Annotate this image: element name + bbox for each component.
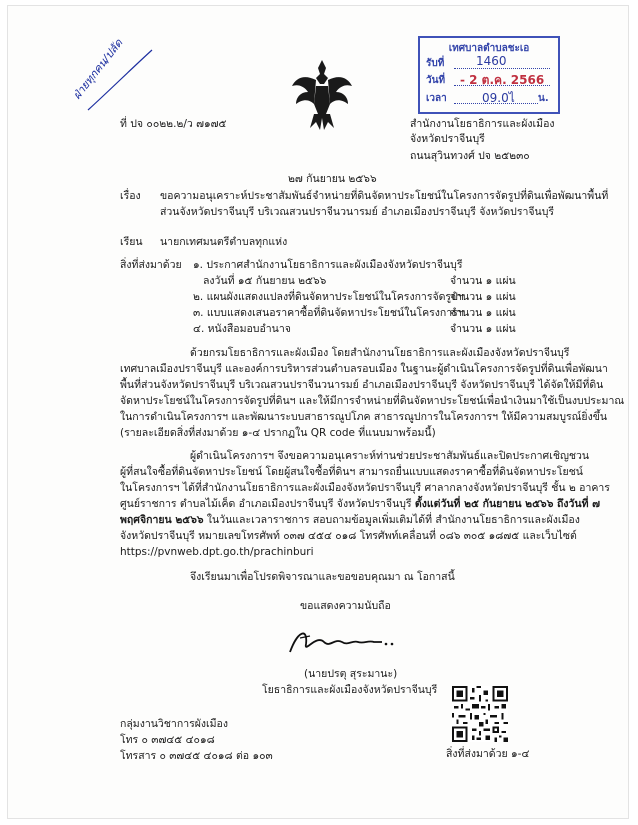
subject-label: เรื่อง [120, 190, 141, 202]
closing-sentence: จึงเรียนมาเพื่อโปรดพิจารณาและขอขอบคุณมา ณ โอกาสนี้ [190, 571, 455, 583]
stamp-time-suffix: น. [538, 93, 549, 104]
application-period-start: ตั้งแต่วันที่ ๒๕ กันยายน ๒๕๖๖ ถึงวันที่ ๗ [414, 498, 601, 510]
attachment-item-1-qty: จำนวน ๑ แผ่น [450, 275, 516, 287]
stamp-row-receive: รับที่ [426, 58, 445, 69]
sender-office: สำนักงานโยธาธิการและผังเมือง [410, 118, 555, 130]
attachment-item-2-qty: จำนวน ๑ แผ่น [450, 291, 516, 303]
paragraph-1-line: ในการดำเนินโครงการฯ และพัฒนาระบบสาธารณูปโภค สาธารณูปการในโครงการฯ ให้มีความสมบูรณ์ยิ่งขึ้น [120, 411, 608, 423]
sender-address: ถนนสุวินทวงศ์ ปจ ๒๕๒๓๐ [410, 150, 530, 162]
stamp-receive-number: 1460 [476, 54, 507, 68]
attachment-item-3: ๓. แบบแสดงเสนอราคาซื้อที่ดินจัดหาประโยชน์ในโครงการฯ [193, 307, 464, 319]
paragraph-2-line: ผู้ดำเนินโครงการฯ จึงขอความอนุเคราะห์ท่านช่วยประชาสัมพันธ์และปิดประกาศเชิญชวน [190, 450, 590, 462]
document-date: ๒๗ กันยายน ๒๕๖๖ [288, 173, 377, 185]
footer-department: กลุ่มงานวิชาการผังเมือง [120, 718, 228, 730]
attachment-item-4: ๔. หนังสือมอบอำนาจ [193, 323, 291, 335]
attachment-item-2: ๒. แผนผังแสดงแปลงที่ดินจัดหาประโยชน์ในโครงการจัดรูปฯ [193, 291, 464, 303]
paragraph-1-line: เทศบาลเมืองปราจีนบุรี และองค์การบริหารส่วนตำบลรอบเมือง ในฐานะผู้ดำเนินโครงการจัดรูปที่ดินเพื่อพัฒนา [120, 363, 608, 375]
attachment-item-3-qty: จำนวน ๑ แผ่น [450, 307, 516, 319]
attachments-label: สิ่งที่ส่งมาด้วย [120, 259, 182, 271]
subject-line-2: ส่วนจังหวัดปราจีนบุรี บริเวณสวนปราจีนวนารมย์ อำเภอเมืองปราจีนบุรี จังหวัดปราจีนบุรี [160, 206, 555, 218]
handwritten-underline [80, 40, 160, 120]
website-link[interactable]: https://pvnweb.dpt.go.th/prachinburi [120, 546, 314, 558]
paragraph-2-line: ผู้ที่สนใจซื้อที่ดินจัดหาประโยชน์ โดยผู้สนใจซื้อที่ดินฯ สามารถยื่นแบบแสดงราคาซื้อที่ดินจัดหาประโยชน์ [120, 466, 583, 478]
document-reference: ที่ ปจ ๐๐๒๒.๒/ว ๗๑๗๕ [120, 118, 227, 130]
signature [286, 624, 406, 660]
sender-province: จังหวัดปราจีนบุรี [410, 133, 485, 145]
stamp-row-date: วันที่ [426, 75, 446, 86]
garuda-emblem [290, 56, 354, 134]
stamp-time-value: 09.0ไ [482, 91, 515, 105]
paragraph-2-line: ศูนย์ราชการ ตำบลไม้เค็ด อำเภอเมืองปราจีนบุรี จังหวัดปราจีนบุรี ตั้งแต่วันที่ ๒๕ กันยายน ๒๕๖๖ ถึงวันที่ ๗ [120, 498, 601, 510]
footer-telephone: โทร ๐ ๓๗๔๕ ๔๐๑๘ [120, 734, 215, 746]
paragraph-2-line: ในโครงการฯ ได้ที่สำนักงานโยธาธิการและผังเมืองจังหวัดปราจีนบุรี ศาลากลางจังหวัดปราจีนบุรี ชั้น ๒ อาคาร [120, 482, 610, 494]
paragraph-1-line: ด้วยกรมโยธาธิการและผังเมือง โดยสำนักงานโยธาธิการและผังเมืองจังหวัดปราจีนบุรี [190, 347, 570, 359]
signer-position: โยธาธิการและผังเมืองจังหวัดปราจีนบุรี [262, 684, 438, 696]
application-period-end: พฤศจิกายน ๒๕๖๖ [120, 514, 204, 526]
signer-name: (นายปรตุ สุระมานะ) [304, 668, 398, 680]
subject-line-1: ขอความอนุเคราะห์ประชาสัมพันธ์จำหน่ายที่ดินจัดหาประโยชน์ในโครงการจัดรูปที่ดินเพื่อพัฒนาพื้นที่ [160, 190, 609, 202]
recipient-label: เรียน [120, 236, 143, 248]
receive-stamp [418, 36, 560, 114]
paragraph-2-line: จังหวัดปราจีนบุรี หมายเลขโทรศัพท์ ๐๓๗ ๔๕๔ ๐๑๘ โทรศัพท์เคลื่อนที่ ๐๘๖ ๓๐๕ ๑๘๗๕ และเว็บไซต์ [120, 530, 577, 542]
paragraph-1-line: พื้นที่ส่วนจังหวัดปราจีนบุรี บริเวณสวนปราจีนวนารมย์ อำเภอเมืองปราจีนบุรี จังหวัดปราจีนบุรี ได้จัดให้มีที่ดิน [120, 379, 604, 391]
attachment-item-4-qty: จำนวน ๑ แผ่น [450, 323, 516, 335]
handwritten-note: ฝ่ายทุกคน/ปลัด [70, 36, 126, 102]
recipient-value: นายกเทศมนตรีตำบลทุกแห่ง [160, 236, 288, 248]
attachment-item-1-date: ลงวันที่ ๑๕ กันยายน ๒๕๖๖ [203, 275, 327, 287]
qr-caption: สิ่งที่ส่งมาด้วย ๑-๔ [446, 748, 530, 760]
stamp-date-value: - 2 ต.ค. 2566 [460, 73, 545, 87]
qr-code[interactable] [452, 686, 508, 742]
stamp-title: เทศบาลตำบลชะเอ [448, 43, 530, 54]
stamp-row-time: เวลา [426, 93, 447, 104]
footer-fax: โทรสาร ๐ ๓๗๔๕ ๔๐๑๘ ต่อ ๑๐๓ [120, 750, 273, 762]
paragraph-2-line: พฤศจิกายน ๒๕๖๖ ในวันและเวลาราชการ สอบถามข้อมูลเพิ่มเติมได้ที่ สำนักงานโยธาธิการและผังเมือง [120, 514, 580, 526]
paragraph-1-line: จัดหาประโยชน์ในโครงการจัดรูปที่ดินฯ และให้มีการจำหน่ายที่ดินจัดหาประโยชน์เพื่อนำเงินมาใช้เป็นงบประมาณ [120, 395, 625, 407]
paragraph-1-line: (รายละเอียดสิ่งที่ส่งมาด้วย ๑-๔ ปรากฏใน QR code ที่แนบมาพร้อมนี้) [120, 427, 436, 439]
regards: ขอแสดงความนับถือ [300, 600, 391, 612]
attachment-item-1: ๑. ประกาศสำนักงานโยธาธิการและผังเมืองจังหวัดปราจีนบุรี [193, 259, 463, 271]
